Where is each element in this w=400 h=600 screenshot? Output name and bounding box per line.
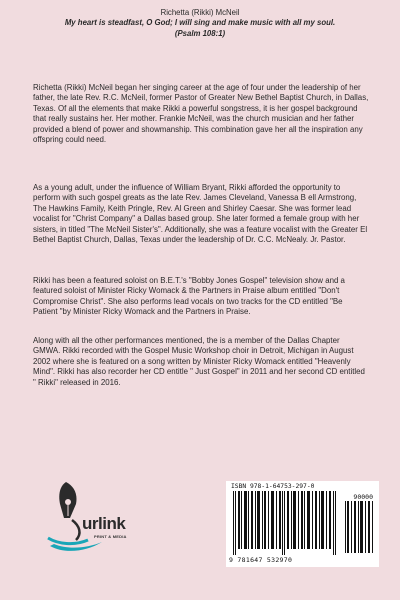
- bio-paragraph: As a young adult, under the influence of William Bryant, Rikki afforded the opportunity to perform with such gospel greats as the late Rev. James Cleveland, Vanessa B ell Armstrong, The Hawkins Family, Keith Pringle, Rev. Al Green and Shirley Caesar. She was former lead vocalist for "Christ Company" a Dallas based group. She later formed a female group with her sisters, in titled "The McNeil Sister's". Additionally, she was a feature vocalist with the Greater El Bethel Baptist Church, Dallas, Texas under the leadership of Dr. C.C. McNealy. Jr. Pastor.: [33, 183, 368, 245]
- barcode-icon: [231, 491, 341, 555]
- bio-paragraph: Richetta (Rikki) McNeil began her singing career at the age of four under the leadership of her father, the late Rev. R.C. McNeil, former Pastor of Greater New Bethel Baptist Church, in Dallas, Texas. Of all the elements that make Rikki a powerful songstress, it is her gospel background that really sustains her. Her mother. Frankie McNeil, was the church musician and her father provided a blend of power and showmanship. This combination gave her all the inspiration any offspring could need.: [33, 83, 369, 145]
- barcode-digits: 9 781647 532970: [229, 556, 293, 564]
- bio-paragraph: Along with all the other performances mentioned, the is a member of the Dallas Chapter GMWA. Rikki recorded with the Gospel Music Workshop choir in Detroit, Michigan in August 2002 where she is featured on a song written by Minister Ricky Womack entitled "Heavenly Mind". Rikki has also recorder her CD entitle " Just Gospel" in 2011 and her second CD entitled " Rikki" released in 2016.: [33, 336, 365, 387]
- scripture-quote: My heart is steadfast, O God; I will sing and make music with all my soul.: [64, 18, 336, 27]
- scripture-reference: (Psalm 108:1): [174, 28, 226, 38]
- publisher-logo: [44, 480, 139, 560]
- header: [20, 8, 380, 39]
- bio-paragraph: Rikki has been a featured soloist on B.E.T.'s "Bobby Jones Gospel" television show and a featured soloist of Minister Ricky Womack & the Partners in Praise album entitled "Don't Compromise Christ". She also performs lead vocals on two tracks for the CD entitled "Be Patient "by Minister Ricky Womack and the Partners in Praise.: [33, 276, 345, 317]
- logo-tagline: PRINT & MEDIA: [94, 534, 127, 539]
- logo-brand: urlink: [82, 514, 126, 533]
- addon-barcode-icon: [344, 501, 374, 553]
- author-name: Richetta (Rikki) McNeil: [160, 8, 240, 17]
- isbn-number: ISBN 978-1-64753-297-0: [231, 483, 315, 490]
- price-code: 90000: [353, 493, 373, 501]
- isbn-barcode: [226, 481, 379, 567]
